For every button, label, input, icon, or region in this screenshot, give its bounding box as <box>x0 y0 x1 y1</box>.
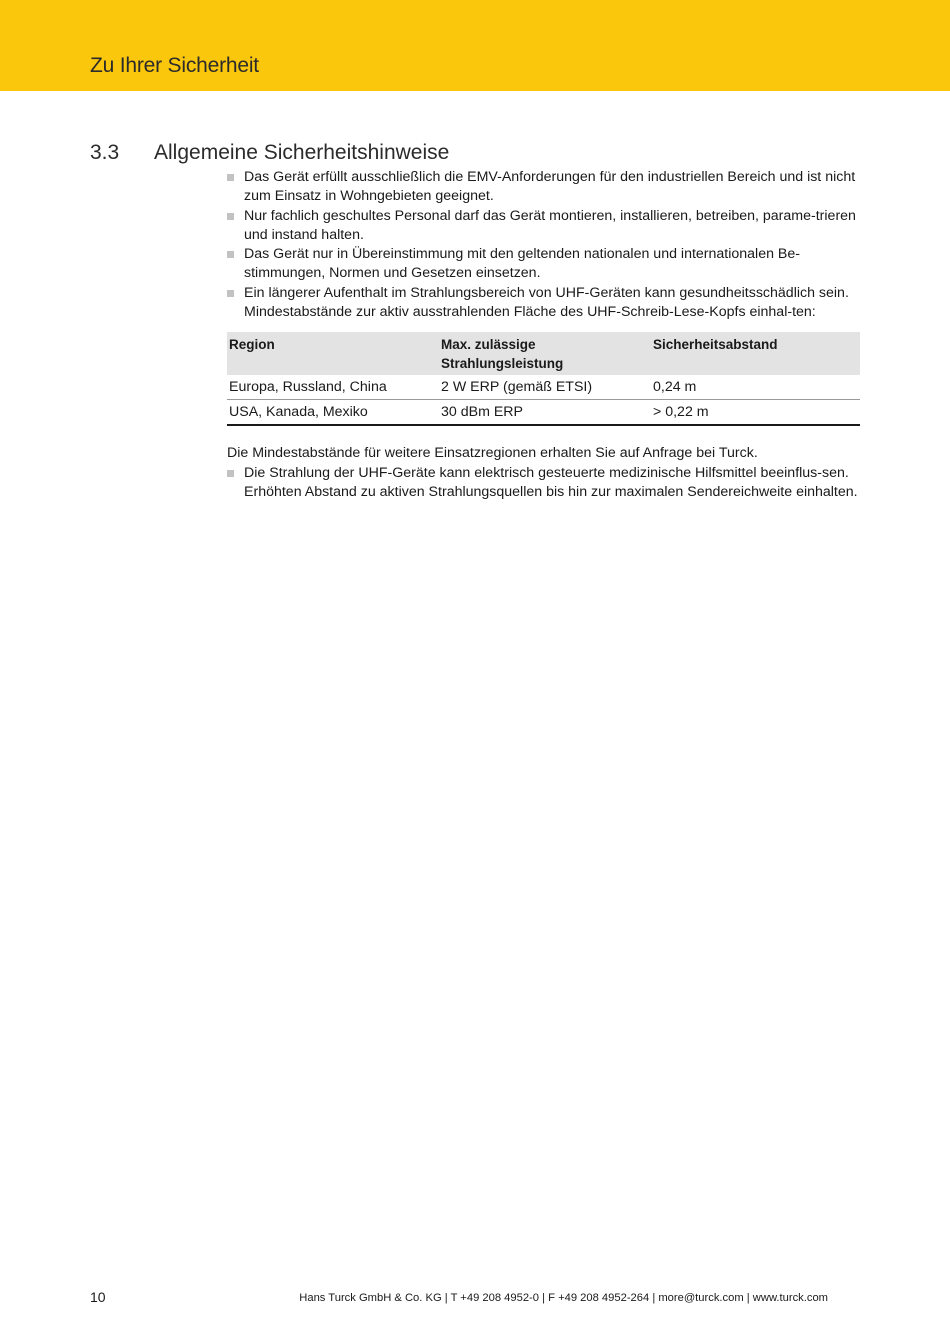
column-header-distance: Sicherheitsabstand <box>651 332 860 375</box>
table-cell: 2 W ERP (gemäß ETSI) <box>439 375 651 400</box>
list-item <box>227 464 860 503</box>
table-row <box>227 375 860 400</box>
list-item <box>227 245 860 284</box>
square-bullet-icon <box>227 470 234 477</box>
bullet-list-bottom <box>227 464 860 503</box>
radiation-distance-table <box>227 332 860 426</box>
table-cell: 0,24 m <box>651 375 860 400</box>
bullet-text: Das Gerät erfüllt ausschließlich die EMV-Anforderungen für den industriellen Bereich und ist nicht zum Einsatz in Wohngebieten geeignet. <box>244 169 856 205</box>
bullet-text: Die Strahlung der UHF-Geräte kann elektrisch gesteuerte medizinische Hilfsmittel beeinflus-sen. Erhöhten Abstand zu aktiven Strahlungsquellen bis hin zur maximalen Sendereichweite einhalten. <box>244 464 858 500</box>
square-bullet-icon <box>227 251 234 258</box>
table-row <box>227 400 860 426</box>
table-cell: 30 dBm ERP <box>439 400 651 426</box>
section-title: Allgemeine Sicherheitshinweise <box>154 141 450 164</box>
square-bullet-icon <box>227 174 234 181</box>
table-cell: USA, Kanada, Mexiko <box>227 400 439 426</box>
list-item <box>227 207 860 246</box>
bullet-text: Das Gerät nur in Übereinstimmung mit den geltenden nationalen und internationalen Be-stimmungen, Normen und Gesetzen einsetzen. <box>244 246 801 282</box>
section-number: 3.3 <box>90 141 120 164</box>
chapter-title: Zu Ihrer Sicherheit <box>90 54 259 77</box>
square-bullet-icon <box>227 290 234 297</box>
bullet-text: Ein längerer Aufenthalt im Strahlungsbereich von UHF-Geräten kann gesundheitsschädlich sein. Mindestabstände zur aktiv ausstrahlenden Fläche des UHF-Schreib-Lese-Kopfs einhal-ten: <box>244 284 849 321</box>
list-item <box>227 168 860 207</box>
bullet-text: Nur fachlich geschultes Personal darf das Gerät montieren, installieren, betreiben, parame-trieren und instand halten. <box>244 207 856 243</box>
section-content <box>227 168 860 502</box>
list-item <box>227 284 860 323</box>
table-header-row <box>227 332 860 375</box>
table-cell: > 0,22 m <box>651 400 860 426</box>
page-number: 10 <box>90 1289 106 1305</box>
bullet-list-top <box>227 168 860 322</box>
square-bullet-icon <box>227 213 234 220</box>
note-paragraph: Die Mindestabstände für weitere Einsatzregionen erhalten Sie auf Anfrage bei Turck. <box>227 445 758 462</box>
column-header-region: Region <box>227 332 439 375</box>
table-cell: Europa, Russland, China <box>227 375 439 400</box>
footer-company-info: Hans Turck GmbH & Co. KG | T +49 208 4952-0 | F +49 208 4952-264 | more@turck.com | www.turck.com <box>299 1292 828 1304</box>
column-header-power: Max. zulässige Strahlungsleistung <box>439 332 651 375</box>
